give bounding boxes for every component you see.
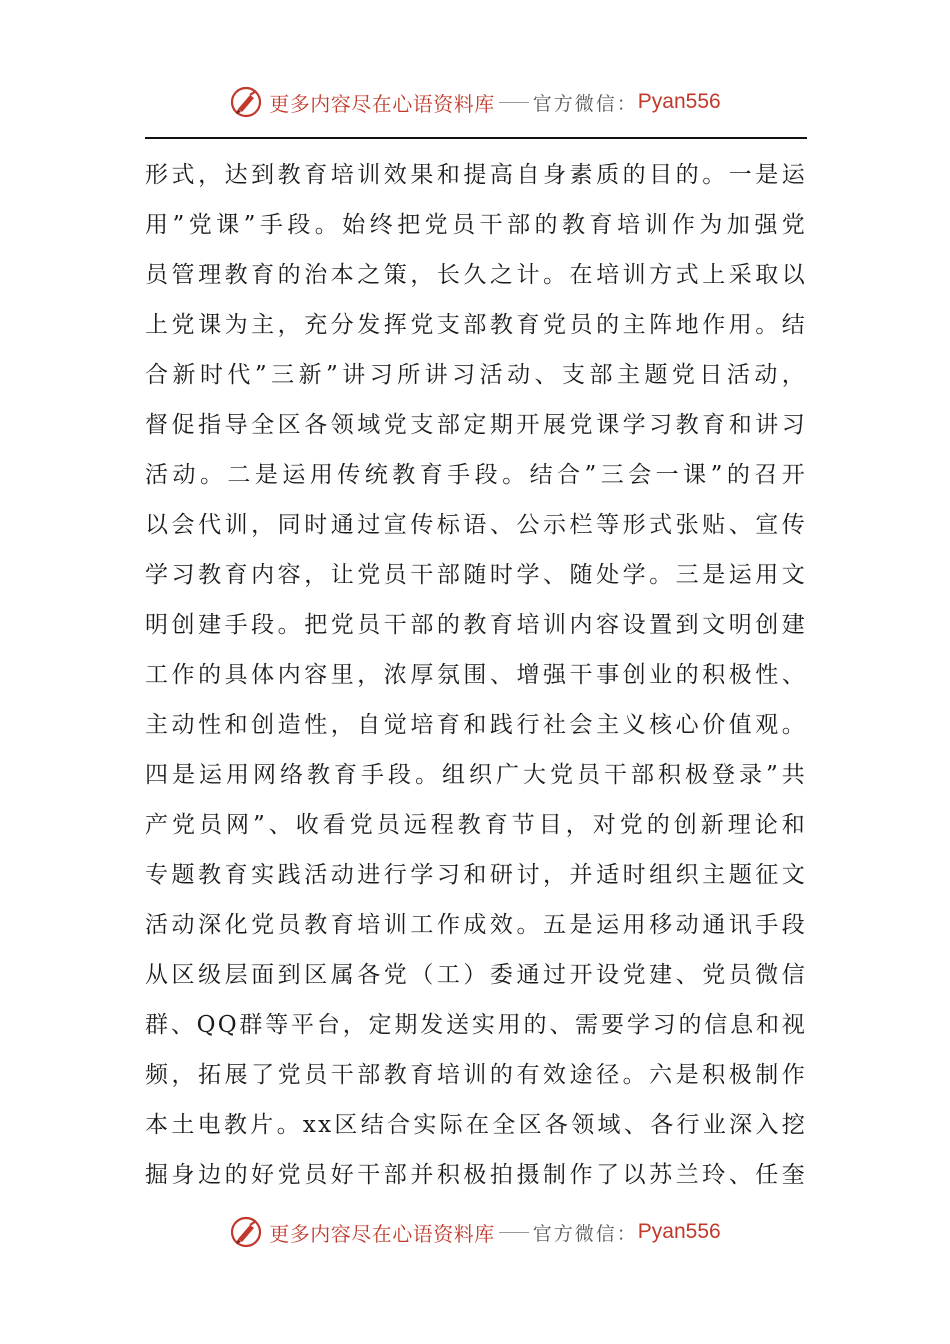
text-line: 工作的具体内容里，浓厚氛围、增强干事创业的积极性、	[145, 662, 807, 688]
text-line: 从区级层面到区属各党（工）委通过开设党建、党员微信	[145, 962, 807, 988]
text-line: 活动。二是运用传统教育手段。结合”三会一课”的召开	[145, 462, 807, 488]
text-line: 用”党课”手段。始终把党员干部的教育培训作为加强党	[145, 212, 807, 238]
text-line: 掘身边的好党员好干部并积极拍摄制作了以苏兰玲、任奎	[145, 1162, 807, 1188]
banner-account-id: Pyan556	[637, 90, 721, 113]
banner-separator	[499, 102, 529, 103]
text-line: 形式，达到教育培训效果和提高自身素质的目的。一是运	[145, 162, 807, 188]
banner-account-label: 官方微信：	[532, 92, 638, 115]
banner-site-text: 更多内容尽在心语资料库	[269, 91, 495, 116]
document-body	[145, 150, 807, 1200]
text-line: 以会代训，同时通过宣传标语、公示栏等形式张贴、宣传	[145, 512, 807, 538]
text-line: 明创建手段。把党员干部的教育培训内容设置到文明创建	[145, 612, 807, 638]
text-line: 群、QQ群等平台，定期发送实用的、需要学习的信息和视	[145, 1012, 807, 1038]
footer-banner	[0, 1212, 950, 1252]
text-line: 合新时代”三新”讲习所讲习活动、支部主题党日活动，	[145, 362, 807, 388]
header-rule	[145, 137, 807, 139]
text-line: 四是运用网络教育手段。组织广大党员干部积极登录”共	[145, 762, 807, 788]
header-banner	[0, 82, 950, 122]
text-line: 员管理教育的治本之策，长久之计。在培训方式上采取以	[145, 262, 807, 288]
banner-separator	[499, 1232, 529, 1233]
text-line: 上党课为主，充分发挥党支部教育党员的主阵地作用。结	[145, 312, 807, 338]
pen-nib-logo-icon	[229, 85, 263, 119]
banner-account-id: Pyan556	[637, 1220, 721, 1243]
text-line: 活动深化党员教育培训工作成效。五是运用移动通讯手段	[145, 912, 807, 938]
text-line: 专题教育实践活动进行学习和研讨，并适时组织主题征文	[145, 862, 807, 888]
text-line: 本土电教片。xx区结合实际在全区各领域、各行业深入挖	[145, 1112, 807, 1138]
pen-nib-logo-icon	[229, 1215, 263, 1249]
text-line: 主动性和创造性，自觉培育和践行社会主义核心价值观。	[145, 712, 807, 738]
text-line: 学习教育内容，让党员干部随时学、随处学。三是运用文	[145, 562, 807, 588]
text-line: 督促指导全区各领域党支部定期开展党课学习教育和讲习	[145, 412, 807, 438]
banner-account-label: 官方微信：	[532, 1222, 638, 1245]
banner-site-text: 更多内容尽在心语资料库	[269, 1221, 495, 1246]
text-line: 频，拓展了党员干部教育培训的有效途径。六是积极制作	[145, 1062, 807, 1088]
text-line: 产党员网”、收看党员远程教育节目，对党的创新理论和	[145, 812, 807, 838]
